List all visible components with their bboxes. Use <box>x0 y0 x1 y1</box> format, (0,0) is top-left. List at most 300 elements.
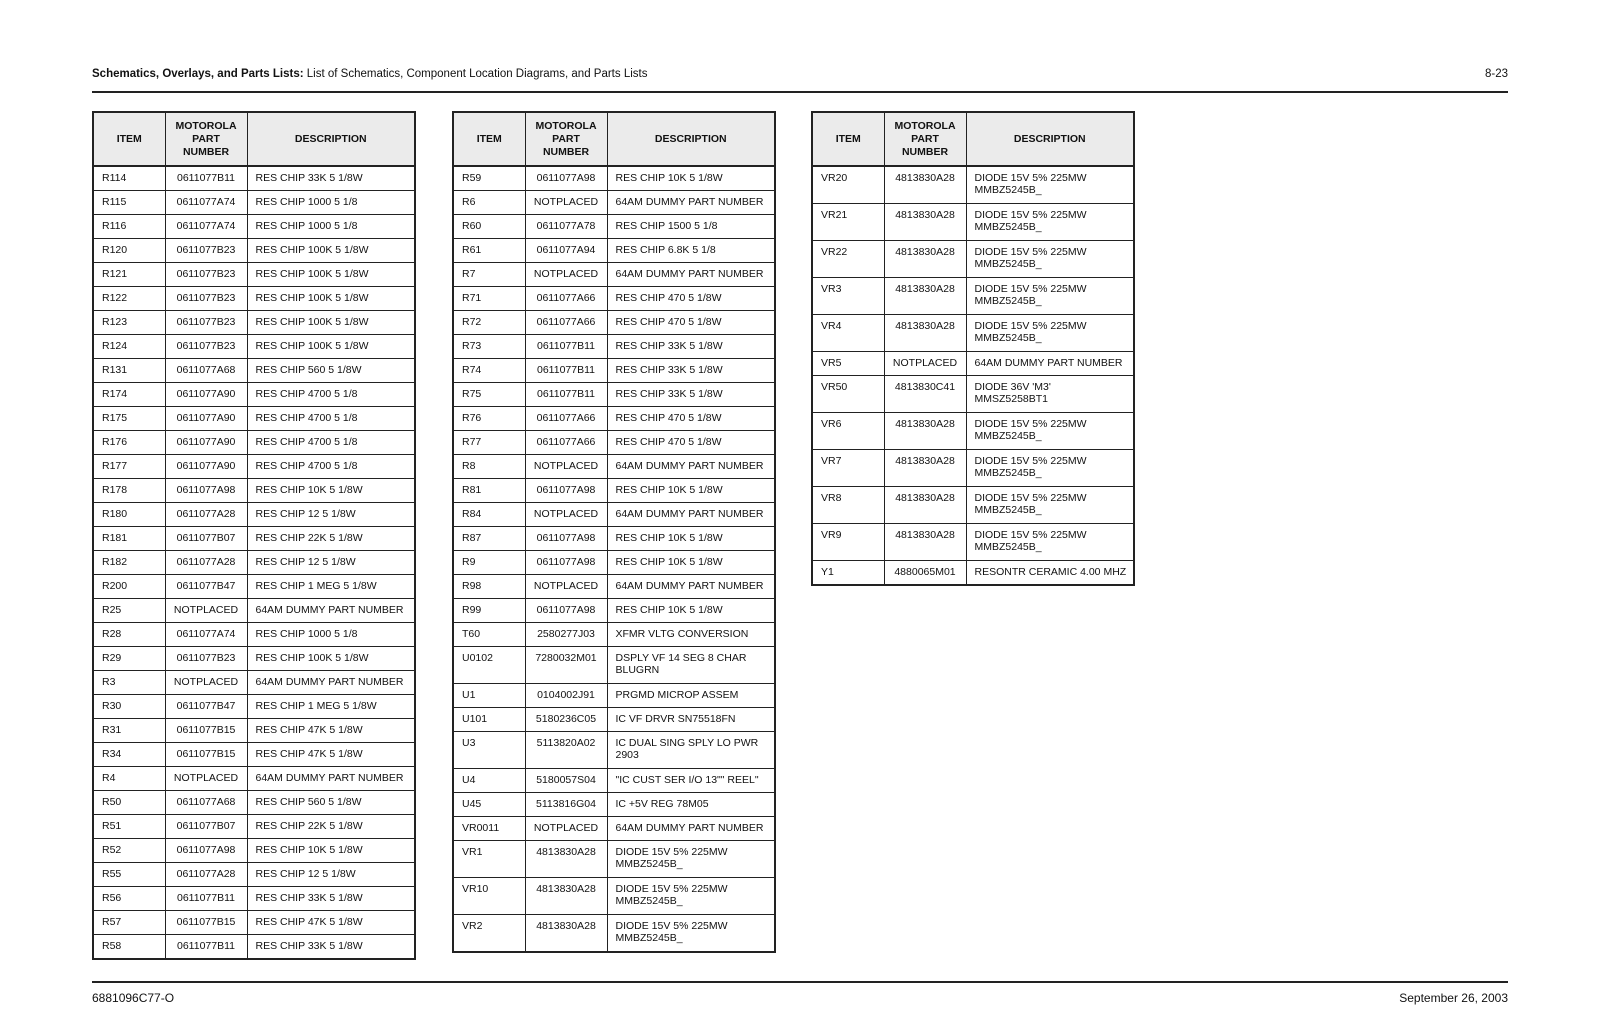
part-number-cell <box>525 527 607 551</box>
description-cell-line2: MMBZ5245B_ <box>974 504 1042 516</box>
description-cell <box>966 315 1134 352</box>
table-row <box>812 241 1134 278</box>
description-cell <box>607 359 775 383</box>
description-cell-text: 64AM DUMMY PART NUMBER <box>615 460 764 472</box>
description-cell <box>607 527 775 551</box>
table-row <box>453 647 775 684</box>
description-cell-text: RES CHIP 1 MEG 5 1/8W <box>255 700 377 712</box>
header-title <box>92 68 647 80</box>
item-cell <box>93 623 165 647</box>
part-number-cell-text: 4813830A28 <box>895 418 955 430</box>
table-row <box>93 575 415 599</box>
item-cell-text: R6 <box>462 196 476 208</box>
part-number-cell <box>165 599 247 623</box>
item-cell <box>453 793 525 817</box>
description-cell-text: RES CHIP 1000 5 1/8 <box>255 196 358 208</box>
part-number-cell-text: 0104002J91 <box>537 689 595 701</box>
part-number-cell-text: 0611077B11 <box>536 364 595 376</box>
item-cell-text: R51 <box>102 820 122 832</box>
part-number-cell <box>525 647 607 684</box>
table-row <box>812 204 1134 241</box>
table-row <box>93 359 415 383</box>
table-row <box>812 413 1134 450</box>
table-row <box>453 455 775 479</box>
part-number-cell-text: 0611077A74 <box>176 628 236 640</box>
description-cell-text: RES CHIP 47K 5 1/8W <box>255 724 363 736</box>
description-cell <box>247 695 415 719</box>
description-cell <box>607 263 775 287</box>
table-row <box>453 287 775 311</box>
description-cell-line2: MMBZ5245B_ <box>974 258 1042 270</box>
part-number-cell-text: 0611077A28 <box>176 868 236 880</box>
description-cell-text: DIODE 15V 5% 225MW <box>615 846 728 858</box>
description-cell <box>607 239 775 263</box>
description-cell-text: RES CHIP 10K 5 1/8W <box>615 484 723 496</box>
item-cell-text: R55 <box>102 868 122 880</box>
part-number-cell-text: 0611077B15 <box>176 748 236 760</box>
description-cell <box>247 335 415 359</box>
item-cell <box>93 431 165 455</box>
table-row <box>93 383 415 407</box>
table-row <box>812 487 1134 524</box>
part-number-cell <box>525 769 607 793</box>
table-row <box>93 863 415 887</box>
item-cell <box>93 671 165 695</box>
item-cell <box>453 263 525 287</box>
description-cell <box>607 383 775 407</box>
table-row <box>453 215 775 239</box>
part-number-cell-text: 0611077B11 <box>536 340 595 352</box>
item-cell-text: R57 <box>102 916 122 928</box>
table-row <box>93 767 415 791</box>
part-number-cell-text: NOTPLACED <box>533 508 599 520</box>
part-number-cell-text: 0611077A98 <box>536 484 596 496</box>
item-cell <box>453 575 525 599</box>
item-cell <box>93 575 165 599</box>
description-cell-text: RES CHIP 4700 5 1/8 <box>255 412 358 424</box>
part-number-cell <box>165 191 247 215</box>
description-cell-text: PRGMD MICROP ASSEM <box>615 689 739 701</box>
description-cell-text: RES CHIP 33K 5 1/8W <box>255 940 363 952</box>
table-row <box>93 503 415 527</box>
table-row <box>453 479 775 503</box>
description-cell <box>247 551 415 575</box>
description-cell <box>607 431 775 455</box>
item-cell <box>93 191 165 215</box>
part-number-cell <box>525 503 607 527</box>
description-cell <box>247 311 415 335</box>
part-number-cell-text: 4813830A28 <box>895 283 955 295</box>
part-number-cell-text: 5180236C05 <box>535 713 597 725</box>
item-cell <box>453 527 525 551</box>
description-cell <box>607 479 775 503</box>
description-cell-text: RES CHIP 12 5 1/8W <box>255 868 356 880</box>
description-cell <box>607 878 775 915</box>
part-number-cell-text: 0611077B47 <box>176 580 236 592</box>
item-cell <box>93 815 165 839</box>
description-cell-text: RES CHIP 100K 5 1/8W <box>255 244 369 256</box>
column-header-description: DESCRIPTION <box>607 112 775 166</box>
item-cell-text: VR22 <box>821 246 848 258</box>
description-cell <box>607 287 775 311</box>
part-number-cell <box>525 479 607 503</box>
part-number-cell-text: NOTPLACED <box>533 822 599 834</box>
item-cell-text: R28 <box>102 628 122 640</box>
parts-table-1 <box>92 111 416 960</box>
part-number-cell-text: 0611077B23 <box>176 652 236 664</box>
part-number-cell <box>525 431 607 455</box>
description-cell-text: RES CHIP 33K 5 1/8W <box>615 340 723 352</box>
description-cell <box>607 708 775 732</box>
part-number-cell <box>165 239 247 263</box>
item-cell <box>453 166 525 191</box>
table-row <box>812 561 1134 586</box>
column-header-description: DESCRIPTION <box>966 112 1134 166</box>
item-cell <box>812 561 884 586</box>
item-cell <box>453 647 525 684</box>
part-number-cell <box>884 278 966 315</box>
part-number-cell-text: 4880065M01 <box>894 566 956 578</box>
part-number-cell <box>525 878 607 915</box>
description-cell-text: RES CHIP 10K 5 1/8W <box>615 532 723 544</box>
description-cell-text: 64AM DUMMY PART NUMBER <box>255 604 404 616</box>
table-row <box>453 166 775 191</box>
item-cell <box>93 335 165 359</box>
item-cell <box>93 839 165 863</box>
table-row <box>453 817 775 841</box>
description-cell <box>247 887 415 911</box>
description-cell <box>247 407 415 431</box>
description-cell-text: RES CHIP 33K 5 1/8W <box>615 388 723 400</box>
description-cell-line2: MMBZ5245B_ <box>615 932 683 944</box>
part-number-cell-text: 4813830A28 <box>895 172 955 184</box>
table-row <box>93 239 415 263</box>
item-cell-text: VR4 <box>821 320 842 332</box>
item-cell <box>453 191 525 215</box>
table-row <box>812 376 1134 413</box>
item-cell <box>453 335 525 359</box>
item-cell-text: R56 <box>102 892 122 904</box>
table-row <box>93 287 415 311</box>
table-row <box>453 878 775 915</box>
description-cell <box>247 431 415 455</box>
table-row <box>453 708 775 732</box>
column-header-item: ITEM <box>93 112 165 166</box>
description-cell-text: 64AM DUMMY PART NUMBER <box>974 357 1123 369</box>
table-row <box>812 315 1134 352</box>
table-row <box>93 215 415 239</box>
description-cell <box>607 623 775 647</box>
description-cell-text: RES CHIP 4700 5 1/8 <box>255 460 358 472</box>
part-number-cell <box>525 841 607 878</box>
part-number-cell <box>525 599 607 623</box>
description-cell-text: RES CHIP 100K 5 1/8W <box>255 652 369 664</box>
description-cell <box>966 166 1134 204</box>
description-cell-text: 64AM DUMMY PART NUMBER <box>615 508 764 520</box>
part-number-cell <box>884 450 966 487</box>
item-cell-text: U101 <box>462 713 488 725</box>
part-number-cell-text: NOTPLACED <box>892 357 958 369</box>
part-number-cell <box>884 524 966 561</box>
table-row <box>453 551 775 575</box>
description-cell <box>247 911 415 935</box>
table-row <box>453 527 775 551</box>
item-cell-text: VR2 <box>462 920 483 932</box>
part-number-cell-text: 0611077B11 <box>176 892 235 904</box>
description-cell-text: DIODE 15V 5% 225MW <box>615 920 728 932</box>
description-cell <box>247 671 415 695</box>
column-header-part-number: MOTOROLA PART NUMBER <box>165 112 247 166</box>
description-cell-text: DIODE 15V 5% 225MW <box>974 455 1087 467</box>
footer-rule <box>92 981 1508 983</box>
item-cell-text: VR7 <box>821 455 842 467</box>
item-cell-text: U3 <box>462 737 476 749</box>
description-cell-text: DIODE 15V 5% 225MW <box>974 529 1087 541</box>
part-number-cell <box>165 215 247 239</box>
part-number-cell-text: 4813830A28 <box>895 209 955 221</box>
item-cell <box>453 817 525 841</box>
item-cell-text: R34 <box>102 748 122 760</box>
part-number-cell-text: 0611077A98 <box>536 532 596 544</box>
table-row <box>453 599 775 623</box>
item-cell-text: VR1 <box>462 846 483 858</box>
part-number-cell <box>884 487 966 524</box>
part-number-cell <box>165 263 247 287</box>
item-cell <box>812 204 884 241</box>
part-number-cell-text: 0611077A90 <box>176 436 236 448</box>
part-number-cell <box>165 671 247 695</box>
description-cell <box>607 551 775 575</box>
description-cell <box>607 732 775 769</box>
description-cell-text: DIODE 15V 5% 225MW <box>974 492 1087 504</box>
item-cell <box>453 878 525 915</box>
description-cell <box>607 455 775 479</box>
table-row <box>453 431 775 455</box>
table-row <box>93 407 415 431</box>
part-number-cell-text: 0611077B11 <box>176 172 235 184</box>
description-cell <box>247 359 415 383</box>
description-cell-text: RES CHIP 10K 5 1/8W <box>615 604 723 616</box>
part-number-cell-text: 4813830A28 <box>536 883 596 895</box>
item-cell-text: R77 <box>462 436 482 448</box>
item-cell <box>93 647 165 671</box>
part-number-cell <box>165 359 247 383</box>
table-row <box>93 551 415 575</box>
description-cell <box>607 684 775 708</box>
part-number-cell <box>525 239 607 263</box>
table-row <box>453 335 775 359</box>
description-cell-text: RES CHIP 22K 5 1/8W <box>255 820 363 832</box>
item-cell-text: VR9 <box>821 529 842 541</box>
item-cell <box>93 887 165 911</box>
table-row <box>93 191 415 215</box>
item-cell-text: R76 <box>462 412 482 424</box>
part-number-cell <box>525 263 607 287</box>
part-number-cell <box>525 166 607 191</box>
table-row <box>453 732 775 769</box>
table-row <box>453 623 775 647</box>
description-cell-text: RES CHIP 560 5 1/8W <box>255 796 362 808</box>
item-cell-text: VR10 <box>462 883 489 895</box>
description-cell-text: XFMR VLTG CONVERSION <box>615 628 749 640</box>
description-cell-line2: BLUGRN <box>615 664 660 676</box>
item-cell-text: R116 <box>102 220 127 232</box>
table-row <box>453 684 775 708</box>
item-cell <box>93 263 165 287</box>
part-number-cell <box>165 863 247 887</box>
part-number-cell-text: 4813830A28 <box>536 846 596 858</box>
part-number-cell <box>165 527 247 551</box>
part-number-cell <box>165 479 247 503</box>
part-number-cell <box>165 743 247 767</box>
item-cell <box>93 791 165 815</box>
description-cell <box>607 407 775 431</box>
item-cell <box>453 599 525 623</box>
part-number-cell <box>525 383 607 407</box>
item-cell <box>453 915 525 953</box>
description-cell-text: RES CHIP 1500 5 1/8 <box>615 220 718 232</box>
part-number-cell <box>884 352 966 376</box>
part-number-cell-text: 0611077B15 <box>176 724 236 736</box>
part-number-cell-text: 0611077A28 <box>176 556 236 568</box>
part-number-cell-text: 0611077B23 <box>176 340 236 352</box>
description-cell-text: RES CHIP 22K 5 1/8W <box>255 532 363 544</box>
item-cell <box>93 359 165 383</box>
part-number-cell <box>525 817 607 841</box>
item-cell-text: R131 <box>102 364 128 376</box>
description-cell <box>247 767 415 791</box>
item-cell <box>93 935 165 960</box>
part-number-cell <box>165 815 247 839</box>
item-cell-text: R84 <box>462 508 482 520</box>
item-cell-text: VR21 <box>821 209 848 221</box>
description-cell-text: IC VF DRVR SN75518FN <box>615 713 736 725</box>
table-row <box>812 524 1134 561</box>
part-number-cell <box>165 887 247 911</box>
item-cell <box>453 503 525 527</box>
part-number-cell-text: 0611077A90 <box>176 388 236 400</box>
part-number-cell-text: NOTPLACED <box>173 772 239 784</box>
table-row <box>812 278 1134 315</box>
description-cell <box>607 575 775 599</box>
part-number-cell <box>165 623 247 647</box>
part-number-cell <box>525 708 607 732</box>
header-rule <box>92 91 1508 93</box>
table-row <box>453 407 775 431</box>
description-cell-text: 64AM DUMMY PART NUMBER <box>255 676 404 688</box>
part-number-cell-text: 0611077B11 <box>176 940 235 952</box>
part-number-cell-text: 0611077A66 <box>536 436 596 448</box>
item-cell <box>93 695 165 719</box>
part-number-cell-text: 0611077B07 <box>176 820 236 832</box>
part-number-cell <box>165 335 247 359</box>
parts-table-3 <box>811 111 1135 586</box>
description-cell-text: RES CHIP 10K 5 1/8W <box>615 556 723 568</box>
description-cell <box>247 719 415 743</box>
part-number-cell <box>884 204 966 241</box>
part-number-cell-text: NOTPLACED <box>533 268 599 280</box>
item-cell <box>453 623 525 647</box>
description-cell-text: RES CHIP 10K 5 1/8W <box>255 484 363 496</box>
item-cell <box>93 311 165 335</box>
description-cell <box>247 503 415 527</box>
part-number-cell <box>165 935 247 960</box>
item-cell <box>812 278 884 315</box>
table-row <box>812 166 1134 204</box>
table-row <box>93 166 415 191</box>
part-number-cell-text: 0611077A68 <box>176 364 236 376</box>
column-header-part-number: MOTOROLA PART NUMBER <box>525 112 607 166</box>
item-cell-text: R177 <box>102 460 128 472</box>
description-cell-text: 64AM DUMMY PART NUMBER <box>615 196 764 208</box>
description-cell <box>607 599 775 623</box>
item-cell-text: R181 <box>102 532 128 544</box>
description-cell-text: RES CHIP 6.8K 5 1/8 <box>615 244 716 256</box>
description-cell-line2: MMSZ5258BT1 <box>974 393 1049 405</box>
item-cell-text: R60 <box>462 220 482 232</box>
item-cell <box>453 407 525 431</box>
description-cell-text: RES CHIP 4700 5 1/8 <box>255 436 358 448</box>
item-cell-text: R174 <box>102 388 128 400</box>
item-cell-text: VR8 <box>821 492 842 504</box>
table-row <box>93 311 415 335</box>
page-number: 8-23 <box>1484 68 1508 80</box>
part-number-cell-text: 4813830A28 <box>895 492 955 504</box>
item-cell <box>93 287 165 311</box>
description-cell <box>247 239 415 263</box>
table-row <box>93 623 415 647</box>
part-number-cell-text: 4813830A28 <box>895 529 955 541</box>
part-number-cell <box>165 431 247 455</box>
item-cell-text: R178 <box>102 484 128 496</box>
table-row <box>453 793 775 817</box>
item-cell-text: R120 <box>102 244 128 256</box>
description-cell-line2: 2903 <box>615 749 639 761</box>
part-number-cell-text: 4813830C41 <box>894 381 956 393</box>
table-row <box>93 599 415 623</box>
table-row <box>93 911 415 935</box>
description-cell <box>247 647 415 671</box>
part-number-cell <box>165 647 247 671</box>
description-cell-line2: MMBZ5245B_ <box>974 430 1042 442</box>
item-cell-text: R121 <box>102 268 128 280</box>
part-number-cell-text: 0611077A78 <box>536 220 596 232</box>
part-number-cell <box>525 684 607 708</box>
item-cell-text: R58 <box>102 940 122 952</box>
description-cell-text: DIODE 15V 5% 225MW <box>974 246 1087 258</box>
description-cell <box>607 335 775 359</box>
part-number-cell <box>525 915 607 953</box>
item-cell-text: R8 <box>462 460 476 472</box>
part-number-cell <box>525 191 607 215</box>
item-cell <box>93 166 165 191</box>
item-cell-text: R122 <box>102 292 128 304</box>
table-row <box>93 431 415 455</box>
table-row <box>453 575 775 599</box>
part-number-cell <box>165 767 247 791</box>
item-cell <box>453 239 525 263</box>
description-cell-line2: MMBZ5245B_ <box>974 184 1042 196</box>
description-cell <box>247 383 415 407</box>
item-cell <box>453 732 525 769</box>
description-cell-text: 64AM DUMMY PART NUMBER <box>615 268 764 280</box>
item-cell <box>812 166 884 204</box>
description-cell <box>607 166 775 191</box>
description-cell <box>607 915 775 953</box>
item-cell-text: R98 <box>462 580 482 592</box>
item-cell-text: R115 <box>102 196 127 208</box>
description-cell-text: RES CHIP 10K 5 1/8W <box>615 172 723 184</box>
